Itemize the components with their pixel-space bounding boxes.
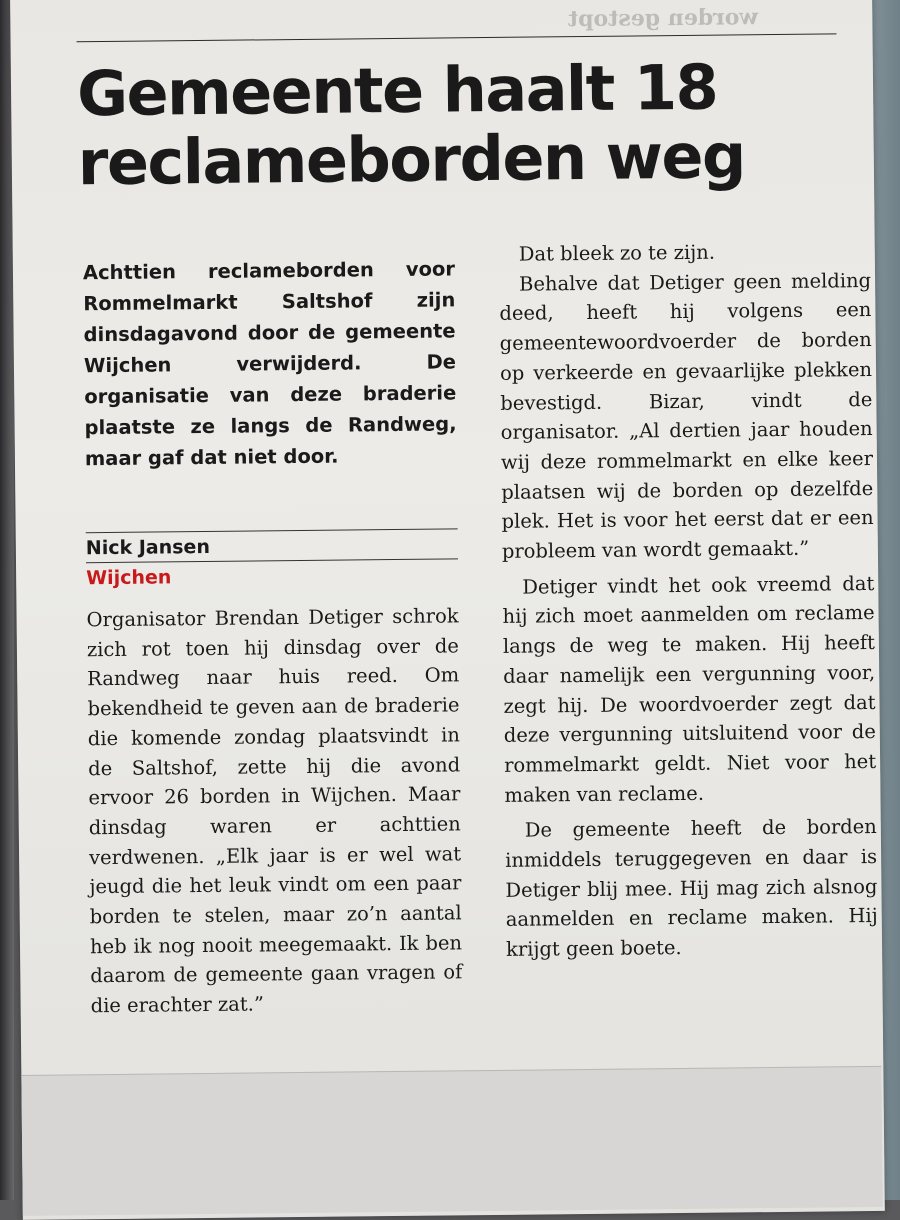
dateline: Wijchen bbox=[86, 566, 172, 590]
byline-rule bbox=[86, 528, 458, 533]
body-paragraph-right-4: De gemeente heeft de borden inmiddels teruggegeven en daar is Detiger blij mee. Hij mag zich alsnog aanmelden en reclame maken. Hij krijgt geen boete. bbox=[505, 815, 878, 962]
column-left bbox=[83, 253, 463, 1021]
author-name: Nick Jansen bbox=[86, 533, 458, 563]
body-paragraph-right-1: Dat bleek zo te zijn. bbox=[518, 240, 716, 266]
underlying-page bbox=[21, 1066, 882, 1216]
article-lead: Achttien reclameborden voor Rommelmarkt Saltshof zijn dinsdagavond door de gemeente Wijchen verwijderd. De organisatie van deze braderie plaatste ze langs de Randweg, maar gaf dat niet door. bbox=[82, 257, 457, 471]
article-headline: Gemeente haalt 18 reclameborden weg bbox=[76, 50, 746, 200]
body-paragraph-right-2: Behalve dat Detiger geen melding deed, heeft hij volgens een gemeentewoordvoerder de borden op verkeerde en gevaarlijke plekken bevestigd. Bizar, vindt de organisator. „Al dertien jaar houden wij deze rommelmarkt en elke keer plaatsen wij de borden op dezelfde plek. Het is voor het eerst dat er een probleem van wordt gemaakt.” bbox=[499, 268, 874, 563]
body-paragraph-right-3: Detiger vindt het ook vreemd dat hij zich moet aanmelden om reclame langs de weg te maken. Hij heeft daar namelijk een vergunning voor, zegt hij. De woordvoerder zegt dat deze vergunning uitsluitend voor de rommelmarkt geldt. Niet voor het maken van reclame. bbox=[502, 571, 877, 807]
bleed-through-text: worden gestopt bbox=[567, 4, 759, 33]
body-paragraph-left-1: Organisator Brendan Detiger schrok zich rot toen hij dinsdag over de Randweg naar huis reed. Om bekendheid te geven aan de braderie die komende zondag plaatsvindt in de Saltshof, zette hij die avond ervoor 26 borden in Wijchen. Maar dinsdag waren er achttien verdwenen. „Elk jaar is er wel wat jeugd die het leuk vindt om een paar borden te stelen, maar zo’n aantal heb ik nog nooit meegemaakt. Ik ben daarom de gemeente gaan vragen of die erachter zat.” bbox=[86, 604, 463, 1018]
column-right bbox=[499, 236, 879, 965]
newspaper-page bbox=[10, 0, 885, 1220]
top-rule bbox=[77, 33, 837, 42]
